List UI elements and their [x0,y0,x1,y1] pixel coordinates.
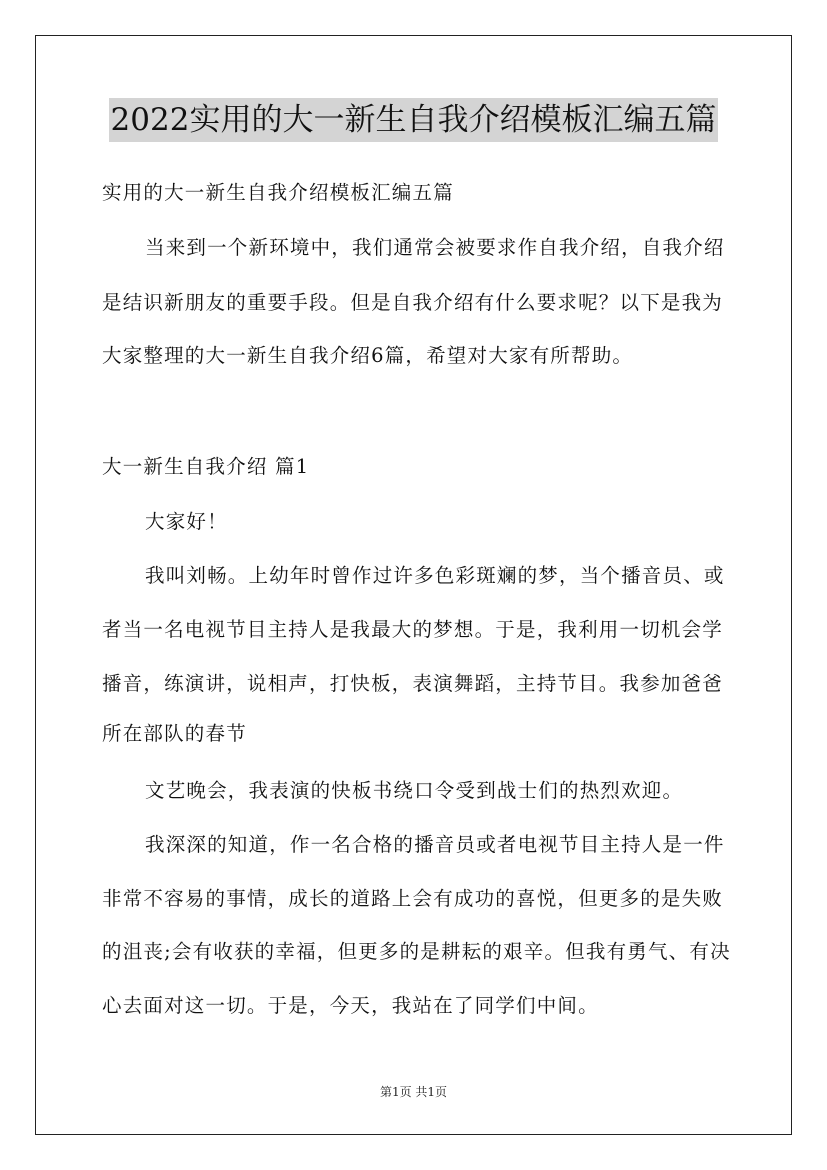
document-title: 2022实用的大一新生自我介绍模板汇编五篇 [109,98,719,142]
intro-line-1: 当来到一个新环境中，我们通常会被要求作自我介绍，自我介绍 [145,236,725,259]
document-subtitle: 实用的大一新生自我介绍模板汇编五篇 [102,181,454,204]
paragraph2-line-1: 文艺晚会，我表演的快板书绕口令受到战士们的热烈欢迎。 [145,779,684,802]
paragraph3-line-2: 非常不容易的事情，成长的道路上会有成功的喜悦，但更多的是失败 [102,887,724,910]
section-heading: 大一新生自我介绍 篇1 [102,455,310,478]
intro-line-2: 是结识新朋友的重要手段。但是自我介绍有什么要求呢？以下是我为 [102,291,724,314]
paragraph3-line-1: 我深深的知道，作一名合格的播音员或者电视节目主持人是一件 [145,833,725,856]
page-footer: 第1页 共1页 [379,1085,448,1099]
greeting: 大家好！ [145,510,228,533]
title-container [0,98,827,142]
paragraph1-line-1: 我叫刘畅。上幼年时曾作过许多色彩斑斓的梦，当个播音员、或 [145,564,725,587]
intro-line-3: 大家整理的大一新生自我介绍6篇，希望对大家有所帮助。 [102,344,634,367]
paragraph3-line-4: 心去面对这一切。于是，今天，我站在了同学们中间。 [102,994,599,1017]
paragraph1-line-4: 所在部队的春节 [102,722,247,745]
paragraph1-line-2: 者当一名电视节目主持人是我最大的梦想。于是，我利用一切机会学 [102,618,724,641]
paragraph1-line-3: 播音，练演讲，说相声，打快板，表演舞蹈，主持节目。我参加爸爸 [102,672,724,695]
paragraph3-line-3: 的沮丧;会有收获的幸福，但更多的是耕耘的艰辛。但我有勇气、有决 [102,940,731,963]
